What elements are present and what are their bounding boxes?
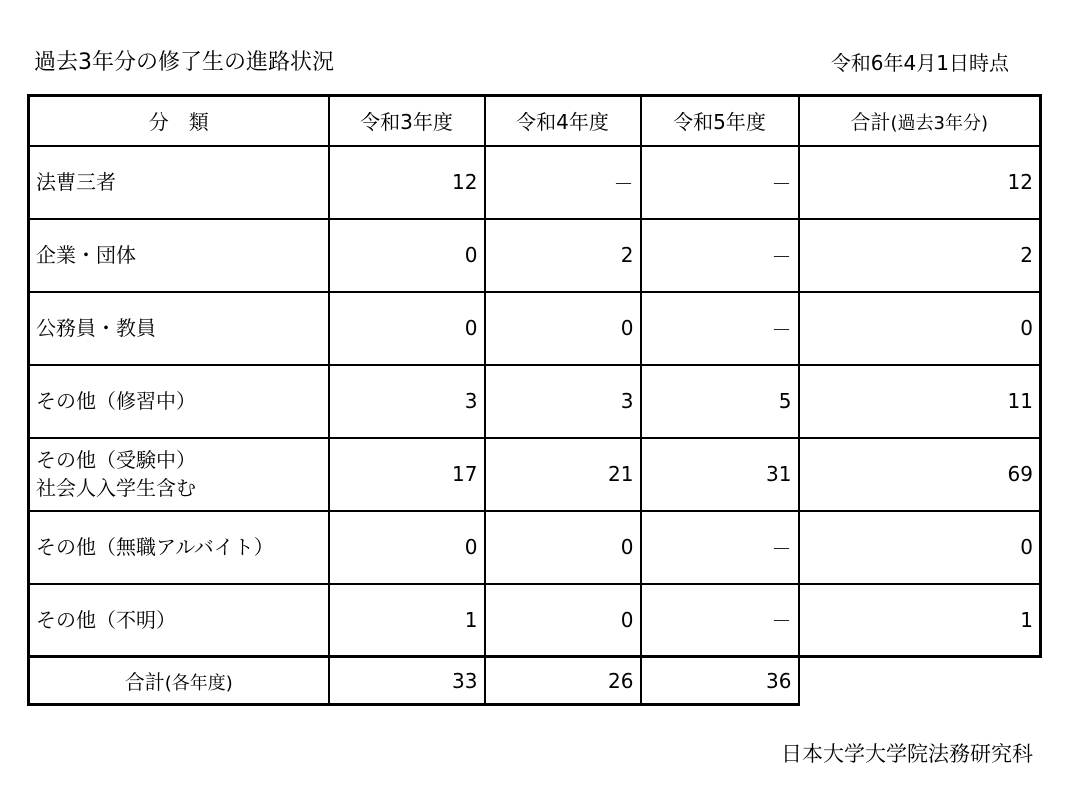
total-reiwa4: 26 (485, 657, 641, 705)
table-row (29, 584, 1041, 657)
cell-reiwa4: 0 (485, 292, 641, 365)
row-label (29, 438, 329, 511)
career-status-table (27, 94, 1042, 706)
cell-reiwa5: － (641, 584, 799, 657)
cell-total: 1 (799, 584, 1041, 657)
cell-reiwa4: 2 (485, 219, 641, 292)
table-row (29, 438, 1041, 511)
table-row (29, 292, 1041, 365)
cell-reiwa5: － (641, 511, 799, 584)
total-row-label (29, 657, 329, 705)
row-label: その他（無職アルバイト） (29, 511, 329, 584)
total-row-label-note: (各年度) (164, 673, 233, 694)
header-total-label: 合計 (850, 110, 891, 135)
table-row (29, 146, 1041, 219)
report-title: 過去3年分の修了生の進路状況 (34, 50, 334, 75)
header-total (799, 96, 1041, 146)
cell-reiwa3: 0 (329, 219, 485, 292)
institution-name: 日本大学大学院法務研究科 (781, 742, 1033, 766)
header-reiwa5: 令和5年度 (641, 96, 799, 146)
cell-reiwa3: 1 (329, 584, 485, 657)
cell-reiwa3: 3 (329, 365, 485, 438)
cell-reiwa4: 21 (485, 438, 641, 511)
row-label: その他（修習中） (29, 365, 329, 438)
cell-reiwa4: 0 (485, 584, 641, 657)
cell-reiwa5: 31 (641, 438, 799, 511)
cell-total: 2 (799, 219, 1041, 292)
cell-total: 12 (799, 146, 1041, 219)
as-of-date: 令和6年4月1日時点 (830, 51, 1009, 75)
total-reiwa3: 33 (329, 657, 485, 705)
cell-reiwa5: 5 (641, 365, 799, 438)
header-reiwa4: 令和4年度 (485, 96, 641, 146)
total-row (29, 657, 1041, 705)
row-label: 企業・団体 (29, 219, 329, 292)
table-row (29, 511, 1041, 584)
cell-total: 0 (799, 511, 1041, 584)
table-row (29, 365, 1041, 438)
row-label: その他（不明） (29, 584, 329, 657)
cell-reiwa5: － (641, 146, 799, 219)
cell-reiwa3: 12 (329, 146, 485, 219)
cell-reiwa3: 17 (329, 438, 485, 511)
table-header-row (29, 96, 1041, 146)
total-row-empty-cell (799, 657, 1041, 705)
cell-reiwa3: 0 (329, 292, 485, 365)
header-total-note: (過去3年分) (890, 113, 988, 135)
cell-reiwa5: － (641, 219, 799, 292)
total-row-label-main: 合計 (124, 670, 165, 694)
row-label-line2: 社会人入学生含む (36, 476, 196, 500)
cell-total: 0 (799, 292, 1041, 365)
header-category: 分 類 (29, 96, 329, 146)
row-label: 法曹三者 (29, 146, 329, 219)
cell-reiwa3: 0 (329, 511, 485, 584)
total-reiwa5: 36 (641, 657, 799, 705)
cell-total: 11 (799, 365, 1041, 438)
cell-reiwa4: － (485, 146, 641, 219)
header-reiwa3: 令和3年度 (329, 96, 485, 146)
row-label-line1: その他（受験中） (36, 448, 196, 472)
row-label: 公務員・教員 (29, 292, 329, 365)
table-row (29, 219, 1041, 292)
cell-total: 69 (799, 438, 1041, 511)
cell-reiwa5: － (641, 292, 799, 365)
cell-reiwa4: 3 (485, 365, 641, 438)
cell-reiwa4: 0 (485, 511, 641, 584)
